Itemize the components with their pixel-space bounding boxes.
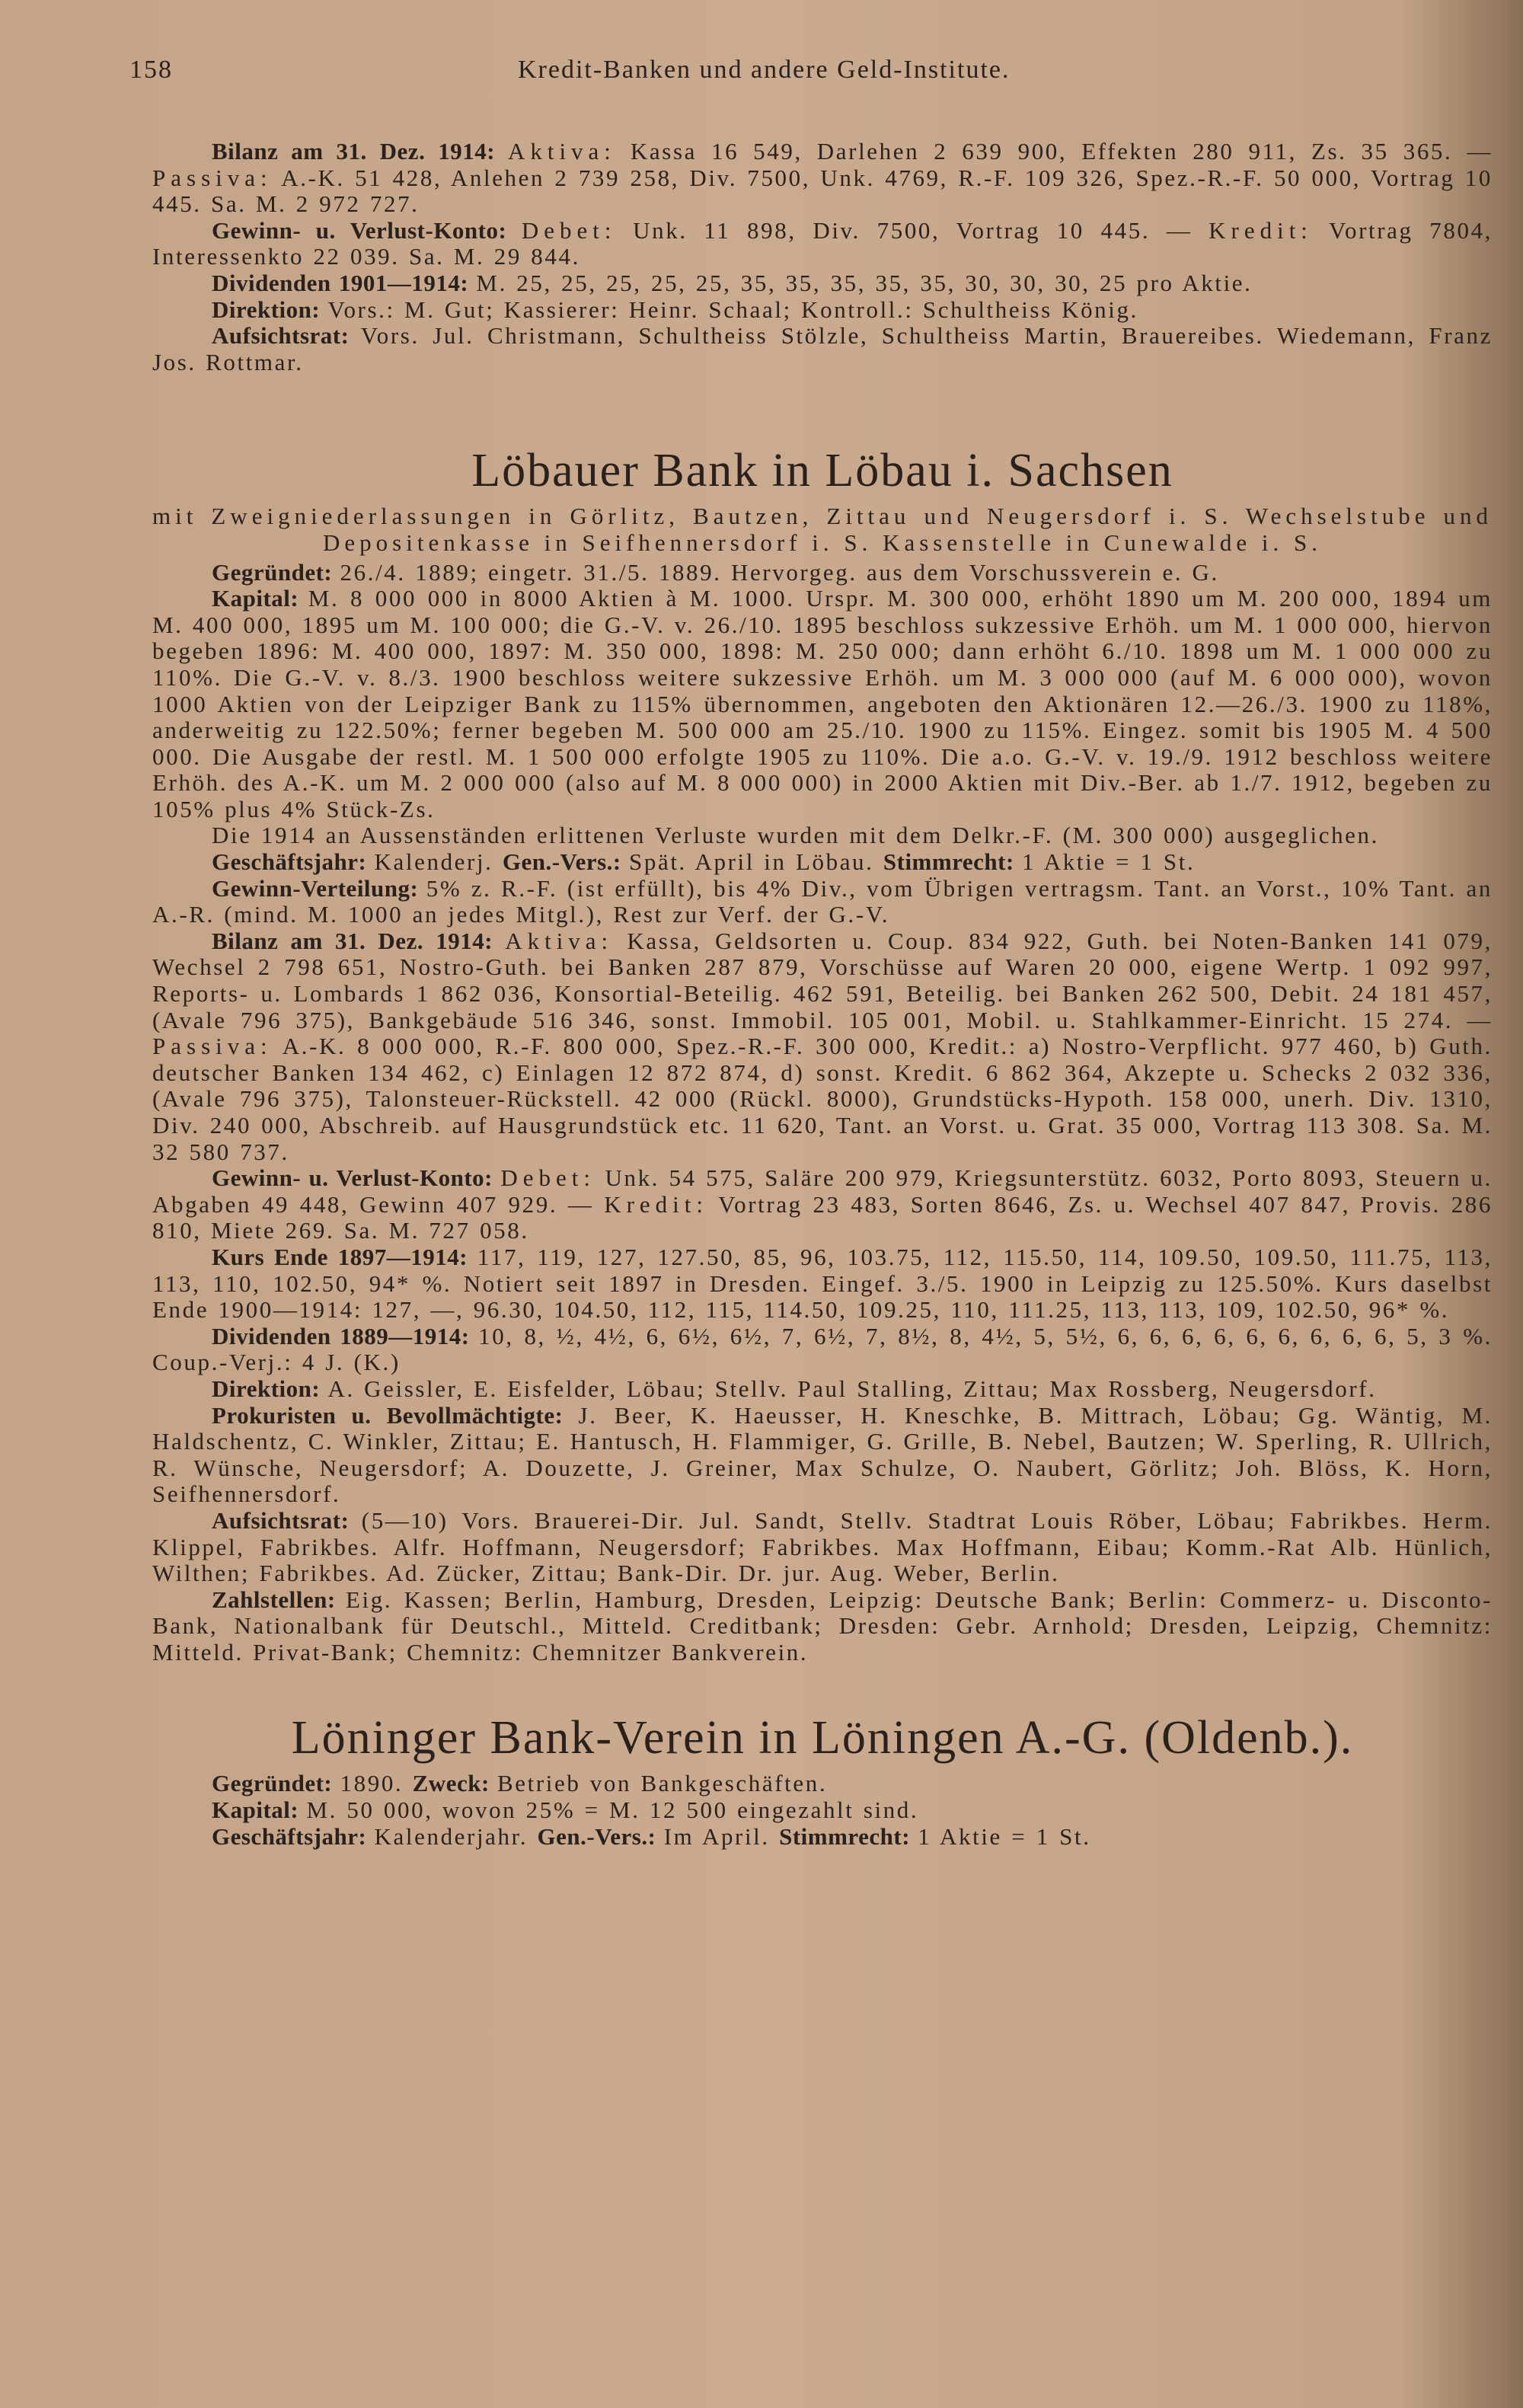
entry-label: Zweck: bbox=[412, 1770, 498, 1797]
entry-text: 117, 119, 127, 127.50, 85, 96, 103.75, 112, 115.50, 114, 109.50, 109.50, 111.75, 113, 113, 110, 102.50, 94* %. Notiert seit 1897 in Dresden. Eingef. 3./5. 1900 in Leipzig zu 125.50%. Kurs daselbst Ende 1900—1914: 127, —, 96.30, 104.50, 112, 115, 114.50, 109.25, 110, 111.25, 113, 113, 109, 102.50, 96* %. bbox=[152, 1243, 1493, 1324]
entry-paragraph bbox=[152, 1376, 1493, 1403]
entry-text: 26./4. 1889; eingetr. 31./5. 1889. Hervorgeg. aus dem Vorschussverein e. G. bbox=[340, 558, 1219, 586]
entry-paragraph bbox=[152, 849, 1493, 876]
entry-label: Gen.-Vers.: bbox=[502, 848, 630, 876]
entry-paragraph bbox=[152, 822, 1493, 849]
entry-text: M. 25, 25, 25, 25, 25, 35, 35, 35, 35, 35, 30, 30, 30, 25 pro Aktie. bbox=[476, 269, 1253, 296]
account-side-label: Kredit: bbox=[604, 1190, 709, 1218]
entry-label: Stimmrecht: bbox=[779, 1822, 918, 1850]
entry-label: Direktion: bbox=[212, 1375, 328, 1402]
account-side-label: Kredit: bbox=[1209, 216, 1313, 244]
entry-text: 1 Aktie = 1 St. bbox=[1022, 848, 1196, 876]
entry-text: Im April. bbox=[663, 1822, 780, 1850]
section-title: Löbauer Bank in Löbau i. Sachsen bbox=[471, 445, 1173, 497]
entry-paragraph bbox=[152, 1244, 1493, 1324]
account-side-label: Passiva: bbox=[152, 1033, 273, 1060]
entry-text: M. 50 000, wovon 25% = M. 12 500 eingezahlt sind. bbox=[306, 1796, 919, 1824]
entry-label: Gewinn- u. Verlust-Konto: bbox=[212, 216, 522, 244]
entry-text: (5—10) Vors. Brauerei-Dir. Jul. Sandt, Stellv. Stadtrat Louis Röber, Löbau; Fabrikbes. Herm. Klippel, Fabrikbes. Alfr. Hoffmann, Neugersdorf; Fabrikbes. Max Hoffmann, Eibau; Komm.-Rat Alb. Hünlich, Wilthen; Fabrikbes. Ad. Zücker, Zittau; Bank-Dir. Dr. jur. Aug. Weber, Berlin. bbox=[152, 1506, 1493, 1587]
entry-text: Betrieb von Bankgeschäften. bbox=[497, 1770, 828, 1797]
entry-text: 10, 8, ½, 4½, 6, 6½, 6½, 7, 6½, 7, 8½, 8, 4½, 5, 5½, 6, 6, 6, 6, 6, 6, 6, 6, 6, 5, 3 %. Coup.-Verj.: 4 J. (K.) bbox=[152, 1322, 1493, 1376]
entry-text: Vortrag 23 483, Sorten 8646, Zs. u. Wechsel 407 847, Provis. 286 810, Miete 269. Sa. M. 727 058. bbox=[152, 1190, 1493, 1244]
entry-paragraph bbox=[152, 1771, 1493, 1797]
entry-label: Gegründet: bbox=[212, 1770, 340, 1797]
entry-text: Kalenderj. bbox=[374, 848, 503, 876]
entry-text: 1890. bbox=[340, 1770, 413, 1797]
section-previous-bank-continued bbox=[152, 139, 1493, 375]
entry-paragraph bbox=[152, 218, 1493, 270]
account-side-label: Debet: bbox=[500, 1164, 596, 1192]
entry-label: Gen.-Vers.: bbox=[537, 1822, 664, 1850]
entry-paragraph bbox=[152, 1508, 1493, 1587]
entry-label: Bilanz am 31. Dez. 1914: bbox=[212, 927, 506, 954]
entry-paragraph bbox=[152, 1587, 1493, 1666]
entry-text: A. Geissler, E. Eisfelder, Löbau; Stellv. Paul Stalling, Zittau; Max Rossberg, Neugersdorf. bbox=[327, 1375, 1377, 1402]
entry-text: M. 8 000 000 in 8000 Aktien à M. 1000. Urspr. M. 300 000, erhöht 1890 um M. 200 000, 1894 um M. 400 000, 1895 um M. 100 000; die G.-V. v. 26./10. 1895 beschloss sukzessive Erhöh. um M. 1 000 000, hiervon begeben 1896: M. 400 000, 1897: M. 350 000, 1898: M. 250 000; dann erhöht 6./10. 1898 um M. 1 000 000 zu 110%. Die G.-V. v. 8./3. 1900 beschloss weitere sukzessive Erhöh. um M. 3 000 000 (auf M. 6 000 000), wovon 1000 Aktien von der Leipziger Bank zu 115% übernommen, angeboten den Aktionären 12.—26./3. 1900 zu 118%, anderweitig zu 122.50%; ferner begeben M. 500 000 am 25./10. 1900 zu 115%. Eingez. somit bis 1905 M. 4 500 000. Die Ausgabe der restl. M. 1 500 000 erfolgte 1905 zu 110%. Die a.o. G.-V. v. 19./9. 1912 beschloss weitere Erhöh. des A.-K. um M. 2 000 000 (also auf M. 8 000 000) in 2000 Aktien mit Div.-Ber. ab 1./7. 1912, begeben zu 105% plus 4% Stück-Zs. bbox=[152, 585, 1493, 822]
entry-text: Kassa, Geldsorten u. Coup. 834 922, Guth. bei Noten-Banken 141 079, Wechsel 2 798 651, Nostro-Guth. bei Banken 287 879, Vorschüsse auf Waren 20 000, eigene Wertp. 1 092 997, Reports- u. Lombards 1 862 036, Konsortial-Beteilig. 462 591, Beteilig. bei Banken 262 500, Debit. 24 181 457, (Avale 796 375), Bankgebäude 516 346, sonst. Immobil. 105 001, Mobil. u. Stahlkammer-Einricht. 15 274. — bbox=[152, 927, 1493, 1033]
entry-label: Aufsichtsrat: bbox=[212, 322, 361, 350]
entry-paragraph bbox=[152, 560, 1493, 586]
entry-label: Geschäftsjahr: bbox=[212, 1822, 375, 1850]
running-header bbox=[129, 46, 1493, 94]
entry-label: Gegründet: bbox=[212, 558, 340, 586]
entry-label: Gewinn- u. Verlust-Konto: bbox=[212, 1164, 501, 1192]
entry-text: A.-K. 8 000 000, R.-F. 800 000, Spez.-R.-F. 300 000, Kredit.: a) Nostro-Verpflicht. 977 460, b) Guth. deutscher Banken 134 462, c) Einlagen 12 872 874, d) sonst. Kredit. 6 862 364, Akzepte u. Schecks 2 032 336, (Avale 796 375), Talonsteuer-Rückstell. 42 000 (Rückl. 8000), Grundstücks-Hypoth. 158 000, unerh. Div. 1310, Div. 240 000, Abschreib. auf Hausgrundstück etc. 11 620, Tant. an Vorst. u. Grat. 35 000, Vortrag 113 308. Sa. M. 32 580 737. bbox=[152, 1033, 1493, 1165]
entry-paragraph bbox=[152, 139, 1493, 218]
entry-label: Bilanz am 31. Dez. 1914: bbox=[212, 138, 508, 164]
entry-label: Gewinn-Verteilung: bbox=[212, 874, 426, 902]
entry-text: Vors.: M. Gut; Kassierer: Heinr. Schaal; Kontroll.: Schultheiss König. bbox=[327, 295, 1138, 323]
entry-text: 5% z. R.-F. (ist erfüllt), bis 4% Div., vom Übrigen vertragsm. Tant. an Vorst., 10% Tant. an A.-R. (mind. M. 1000 an jedes Mitgl.), Rest zur Verf. der G.-V. bbox=[152, 874, 1493, 928]
section-title: Löninger Bank-Verein in Löningen A.-G. (Oldenb.). bbox=[291, 1712, 1354, 1764]
page-number: 158 bbox=[129, 56, 173, 84]
entry-label: Geschäftsjahr: bbox=[212, 848, 375, 876]
entry-label: Zahlstellen: bbox=[212, 1586, 346, 1613]
entry-label: Prokuristen u. Bevollmächtigte: bbox=[212, 1401, 579, 1429]
entry-text: Spät. April in Löbau. bbox=[629, 848, 883, 876]
entry-paragraph bbox=[152, 1324, 1493, 1376]
entry-text: Kassa 16 549, Darlehen 2 639 900, Effekten 280 911, Zs. 35 365. — bbox=[615, 138, 1493, 164]
entry-text: Unk. 11 898, Div. 7500, Vortrag 10 445. — bbox=[616, 216, 1209, 244]
entry-text: 1 Aktie = 1 St. bbox=[918, 1822, 1091, 1850]
document-page bbox=[129, 46, 1493, 1850]
entry-label: Kapital: bbox=[212, 585, 308, 612]
entry-paragraph bbox=[152, 586, 1493, 822]
entry-text: A.-K. 51 428, Anlehen 2 739 258, Div. 7500, Unk. 4769, R.-F. 109 326, Spez.-R.-F. 50 000, Vortrag 10 445. Sa. M. 2 972 727. bbox=[152, 164, 1493, 218]
entry-paragraph bbox=[152, 876, 1493, 928]
entry-paragraph bbox=[152, 323, 1493, 375]
account-side-label: Aktiva: bbox=[507, 138, 616, 164]
entry-paragraph bbox=[152, 1165, 1493, 1244]
section-loebauer-bank bbox=[152, 444, 1493, 1665]
entry-text: Unk. 54 575, Saläre 200 979, Kriegsunterstütz. 6032, Porto 8093, Steuern u. Abgaben 49 448, Gewinn 407 929. — bbox=[152, 1164, 1493, 1218]
entry-label: Kurs Ende 1897—1914: bbox=[212, 1243, 477, 1270]
entry-label: Dividenden 1889—1914: bbox=[212, 1322, 479, 1349]
entry-paragraph bbox=[152, 1824, 1493, 1851]
running-title: Kredit-Banken und andere Geld-Institute. bbox=[518, 56, 1011, 84]
section-loeninger-bank-verein bbox=[152, 1711, 1493, 1850]
entry-paragraph bbox=[152, 1797, 1493, 1824]
entry-label: Dividenden 1901—1914: bbox=[212, 269, 477, 296]
entry-text: Kalenderjahr. bbox=[374, 1822, 538, 1850]
entry-text: Vors. Jul. Christmann, Schultheiss Stölzle, Schultheiss Martin, Brauereibes. Wiedemann, Franz Jos. Rottmar. bbox=[152, 322, 1493, 375]
entry-label: Stimmrecht: bbox=[883, 848, 1023, 876]
account-side-label: Debet: bbox=[521, 216, 617, 244]
entry-text: Vortrag 7804, Interessenkto 22 039. Sa. M. 29 844. bbox=[152, 216, 1493, 270]
account-side-label: Aktiva: bbox=[505, 927, 614, 954]
entry-label: Direktion: bbox=[212, 295, 328, 323]
entry-paragraph bbox=[152, 928, 1493, 1165]
entry-paragraph bbox=[152, 270, 1493, 297]
account-side-label: Passiva: bbox=[152, 164, 273, 191]
entry-paragraph bbox=[152, 297, 1493, 324]
entry-label: Aufsichtsrat: bbox=[212, 1506, 362, 1534]
section-subtitle: mit Zweigniederlassungen in Görlitz, Bautzen, Zittau und Neugersdorf i. S. Wechselstube und Depositenkasse in Seifhennersdorf i. S. Kassenstelle in Cunewalde i. S. bbox=[152, 503, 1493, 556]
entry-text: Die 1914 an Aussenständen erlittenen Verluste wurden mit dem Delkr.-F. (M. 300 000) ausgeglichen. bbox=[212, 822, 1379, 849]
entry-paragraph bbox=[152, 1403, 1493, 1508]
entry-label: Kapital: bbox=[212, 1796, 307, 1824]
entry-text: J. Beer, K. Haeusser, H. Kneschke, B. Mittrach, Löbau; Gg. Wäntig, M. Haldschentz, C. Winkler, Zittau; E. Hantusch, H. Flammiger, G. Grille, B. Nebel, Bautzen; W. Sperling, R. Ullrich, R. Wünsche, Neugersdorf; A. Douzette, J. Greiner, Max Schulze, O. Naubert, Görlitz; Joh. Blöss, K. Horn, Seifhennersdorf. bbox=[152, 1401, 1493, 1508]
entry-text: Eig. Kassen; Berlin, Hamburg, Dresden, Leipzig: Deutsche Bank; Berlin: Commerz- u. Disconto-Bank, Nationalbank für Deutschl., Mitteld. Creditbank; Dresden: Gebr. Arnhold; Dresden, Leipzig, Chemnitz: Mitteld. Privat-Bank; Chemnitz: Chemnitzer Bankverein. bbox=[152, 1586, 1493, 1665]
